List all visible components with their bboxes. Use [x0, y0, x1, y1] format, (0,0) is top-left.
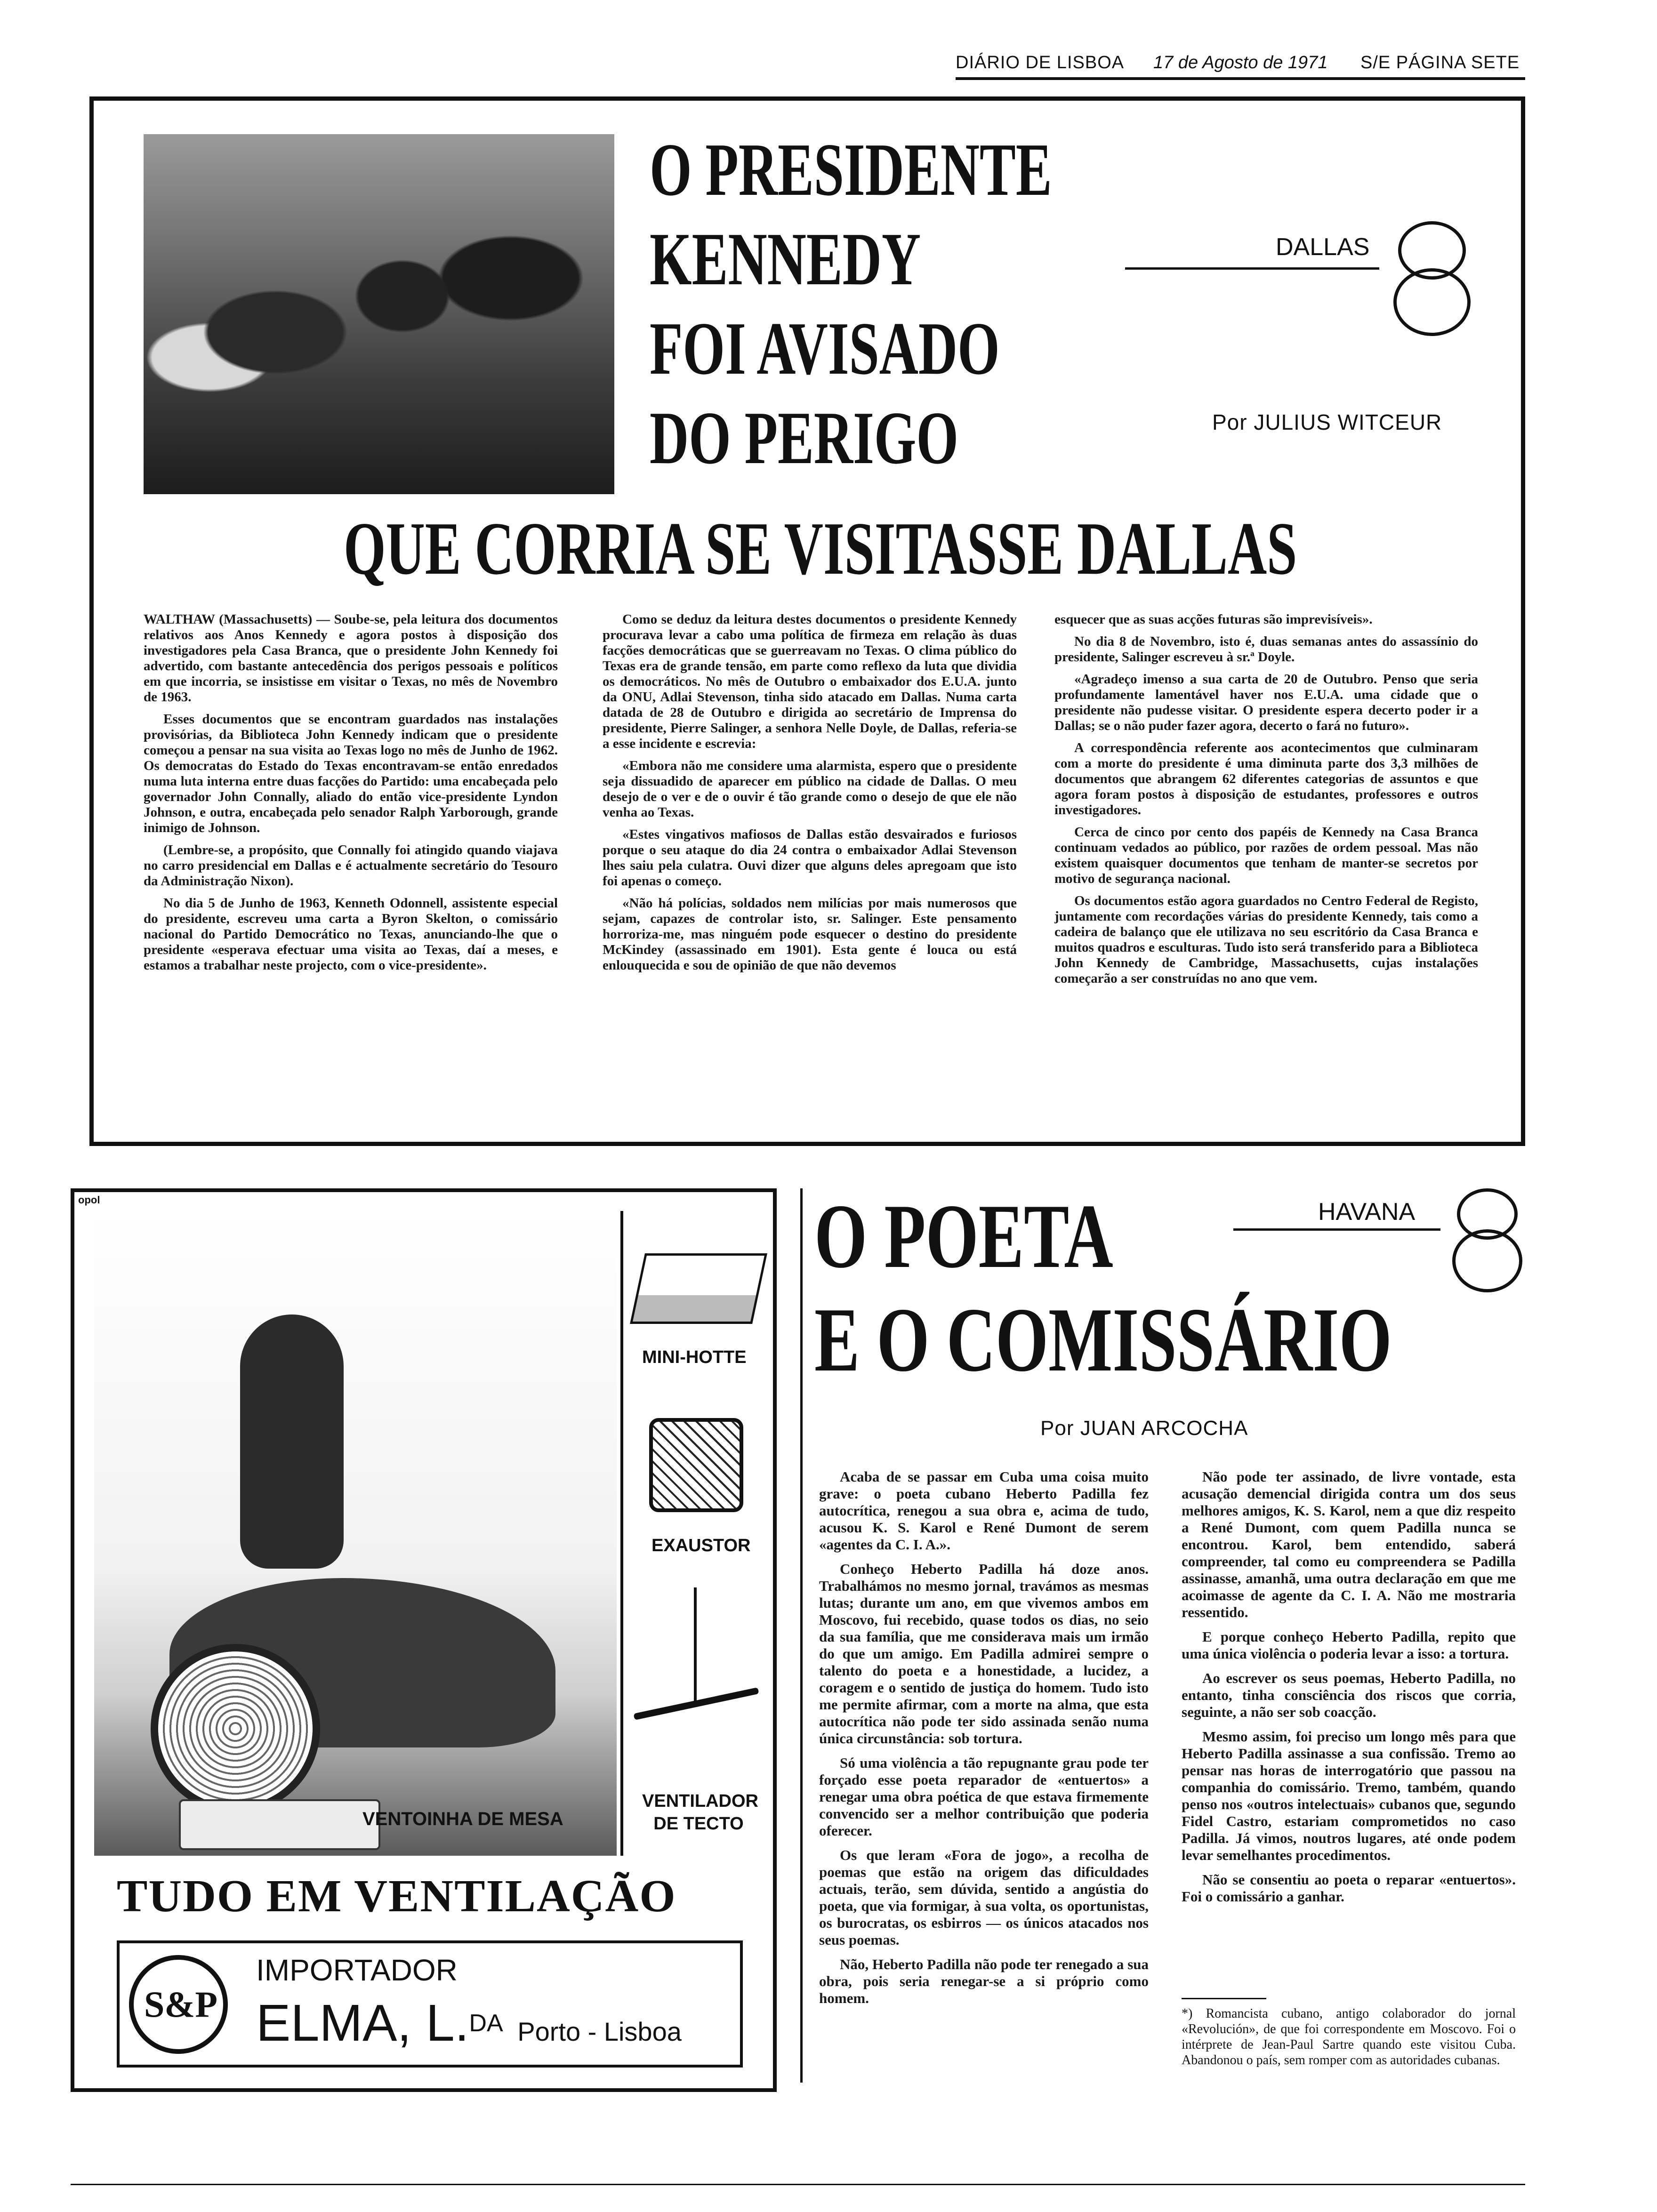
paragraph: Não se consentiu ao poeta o reparar «entuertos». Foi o comissário a ganhar. [1182, 1871, 1516, 1905]
headline-poeta-2: E O COMISSÁRIO [814, 1289, 1392, 1391]
section-label-havana: HAVANA [1318, 1198, 1416, 1226]
section-rule-havana [1233, 1228, 1440, 1231]
ad-photo [94, 1211, 617, 1856]
footnote-rule [1182, 1998, 1266, 1999]
importer-name [256, 1995, 682, 2060]
paragraph: No dia 5 de Junho de 1963, Kenneth Odonnell, assistente especial do presidente, escreveu uma carta a Byron Skelton, o comissário nacional do Partido Democrático no Texas, anunciando-lhe que o presidente «esperava efectuar uma visita ao Texas, daí a meses, e estamos a trabalhar neste projecto, com o vice-presidente». [144, 896, 558, 973]
article1-col3 [1054, 612, 1478, 993]
paragraph: Esses documentos que se encontram guardados nas instalações provisórias, da Biblioteca John Kennedy indicam que o presidente começou a pensar na sua visita ao Texas logo no mês de Junho de 1962. Os democratas do Estado do Texas encontravam-se então enredados numa luta interna entre duas facções do Partido: uma encabeçada pelo governador John Connally, aliado do então vice-presidente Lyndon Johnson, e outra, encabeçada pelo senador Ralph Yarborough, grande inimigo de Johnson. [144, 712, 558, 835]
headline-poeta-1: O POETA [814, 1186, 1113, 1287]
importer-city: Porto - Lisboa [517, 2017, 682, 2046]
headline-line: DO PERIGO [650, 396, 959, 480]
ad-corner-mark: opol [78, 1194, 100, 1206]
headline-tail: QUE CORRIA SE VISITASSE DALLAS [344, 506, 1297, 590]
paragraph: Mesmo assim, foi preciso um longo mês para que Heberto Padilla assinasse a sua confissão. Tremo ao pensar nas horas de interrogatório que passou na companhia do comissário. Tremo, também, quando penso nos «outros intelectuais» cubanos que, segundo Fidel Castro, estariam comprometidos no caso Padilla. Já vimos, noutros lugares, até onde podem levar semelhantes procedimentos. [1182, 1728, 1516, 1863]
importer-label: IMPORTADOR [256, 1953, 458, 1987]
headline-kennedy [650, 127, 1120, 504]
byline-arcocha: Por JUAN ARCOCHA [1040, 1417, 1248, 1440]
product-label-ceiling-fan: VENTILADOR DE TECTO [642, 1791, 758, 1834]
newspaper-name: DIÁRIO DE LISBOA [956, 53, 1125, 72]
ad-importer-box [117, 1940, 743, 2068]
paragraph: «Agradeço imenso a sua carta de 20 de Outubro. Penso que seria profundamente lamentável haver nos E.U.A. uma cidade que o presidente não pudesse visitar. O presidente espera decerto poder ir a Dallas; se o não puder fazer agora, decerto o fará no futuro». [1054, 672, 1478, 733]
paragraph: (Lembre-se, a propósito, que Connally foi atingido quando viajava no carro presidencial em Dallas e é actualmente secretário do Tesouro da Administração Nixon). [144, 842, 558, 889]
kennedy-photo [144, 134, 614, 494]
headline-line: KENNEDY [650, 217, 921, 301]
paragraph: Não pode ter assinado, de livre vontade, esta acusação demencial dirigida contra um dos seus melhores amigos, K. S. Karol, nem a que diz respeito a René Dumont, com quem Padilla nunca se encontrou. Karol, bem entendido, saberá compreender, tal como eu compreendera se Padilla assinasse, amanhã, uma outra declaração em que me acoimasse de agente da C. I. A. Não me mostraria ressentido. [1182, 1468, 1516, 1620]
paragraph: A correspondência referente aos acontecimentos que culminaram com a morte do presidente é uma diminuta parte dos 3,3 milhões de documentos que abrangem 62 diferentes categorias de assuntos e que agora foram postos à disposição de estudantes, professores e outros investigadores. [1054, 740, 1478, 817]
section-rule [1125, 267, 1379, 270]
importer-name-main: ELMA, L. [256, 1994, 469, 2052]
woman-figure [240, 1314, 344, 1569]
section-label-dallas: DALLAS [1276, 233, 1370, 261]
ad-box [71, 1188, 777, 2092]
series-logo-icon [1384, 216, 1478, 339]
headline-line: O PRESIDENTE [650, 128, 1052, 211]
paragraph: «Estes vingativos mafiosos de Dallas estão desvairados e furiosos porque o seu ataque do dia 24 contra o embaixador Adlai Stevenson lhes saiu pela culatra. Ouvi dizer que alguns deles apregoam que isto foi apenas o começo. [603, 827, 1017, 889]
page-header [956, 51, 1525, 79]
ad-products-column [620, 1211, 764, 1856]
paragraph: No dia 8 de Novembro, isto é, duas semanas antes do assassínio do presidente, Salinger escreveu à sr.ª Doyle. [1054, 634, 1478, 665]
hood-icon [630, 1253, 767, 1324]
series-logo-icon [1445, 1186, 1525, 1294]
article1-col1 [144, 612, 558, 980]
paragraph: Cerca de cinco por cento dos papéis de Kennedy na Casa Branca continuam vedados ao público, por razões de ordem pessoal. Mas não existem quaisquer documentos que tenham de manter-se secretos por motivo de segurança nacional. [1054, 825, 1478, 886]
product-label-mini-hotte: MINI-HOTTE [642, 1347, 747, 1367]
article2-col2 [1182, 1468, 1516, 1913]
paragraph: Não, Heberto Padilla não pode ter renegado a sua obra, pois seria renegar-se a si próprio como homem. [819, 1956, 1149, 2006]
article2-col1 [819, 1468, 1149, 2014]
fan-icon [151, 1644, 320, 1813]
byline-witceur: Por JULIUS WITCEUR [1212, 410, 1442, 434]
paragraph: «Embora não me considere uma alarmista, espero que o presidente seja dissuadido de aparecer em público na cidade de Dallas. O meu desejo de o ver e de o ouvir é tão grande como o desejo de que ele não venha ao Texas. [603, 758, 1017, 820]
paragraph: Só uma violência a tão repugnante grau pode ter forçado esse poeta reparador de «entuertos» a renegar uma obra poética de que estava firmemente convencido ser a melhor contribuição que poderia oferecer. [819, 1755, 1149, 1839]
exhaust-icon [649, 1418, 743, 1512]
product-label-exaustor: EXAUSTOR [652, 1536, 751, 1555]
paragraph: WALTHAW (Massachusetts) — Soube-se, pela leitura dos documentos relativos aos Anos Kennedy e agora postos à disposição dos investigadores pela Casa Branca, que o presidente John Kennedy foi advertido, com bastante antecedência dos perigos pessoais e políticos em que incorria, se insistisse em visitar o Texas, no mês de Novembro de 1963. [144, 612, 558, 705]
paragraph: Ao escrever os seus poemas, Heberto Padilla, no entanto, tinha consciência dos riscos que corria, seguinte, a não ser sob coacção. [1182, 1670, 1516, 1720]
article1-col2 [603, 612, 1017, 980]
ad-slogan: TUDO EM VENTILAÇÃO [117, 1871, 676, 1922]
importer-name-sup: DA [469, 2010, 503, 2037]
paragraph: Conheço Heberto Padilla há doze anos. Trabalhámos no mesmo jornal, travámos as mesmas lutas; durante um ano, em que vivemos ambos em Moscovo, fui recebido, quase todos os dias, no seio da sua família, que me considerava mais um irmão do que um amigo. Em Padilla admirei sempre o talento do poeta e a honestidade, a lucidez, a coragem e o sentido de justiça do homem. Tudo isto me permite afirmar, com a morte na alma, que esta autocrítica não pode ter sido assinada senão numa única circunstância: sob tortura. [819, 1561, 1149, 1747]
paragraph: Os que leram «Fora de jogo», a recolha de poemas que estão na origem das dificuldades actuais, terão, sem dúvida, sentido a angústia do poeta, que via formigar, à sua volta, os oportunistas, os burocratas, os esbirros — os únicos atacados nos seus poemas. [819, 1847, 1149, 1948]
sp-logo-text: S&P [144, 1984, 217, 2025]
paragraph: Como se deduz da leitura destes documentos o presidente Kennedy procurava levar a cabo uma política de firmeza em relação às duas facções democráticas que se guerreavam no Texas. O clima público do Texas era de grande tensão, em parte como reflexo da luta que dividia os democráticos. No mês de Outubro o embaixador dos E.U.A. junto da ONU, Adlai Stevenson, tinha sido atacado em Dallas. Numa carta datada de 28 de Outubro e dirigida ao secretário de Imprensa do presidente, Pierre Salinger, a senhora Nelle Doyle, de Dallas, referia-se a esse incidente e escrevia: [603, 612, 1017, 751]
issue-date: 17 de Agosto de 1971 [1153, 53, 1328, 72]
paragraph: esquecer que as suas acções futuras são imprevisíveis». [1054, 612, 1373, 627]
headline-line: FOI AVISADO [650, 306, 1000, 390]
product-label-table-fan: VENTOINHA DE MESA [362, 1809, 563, 1829]
page-number: S/E PÁGINA SETE [1360, 53, 1520, 72]
paragraph: E porque conheço Heberto Padilla, repito que uma única violência o poderia levar a isso: a tortura. [1182, 1628, 1516, 1662]
bottom-rule [71, 2184, 1525, 2185]
fan-base [179, 1799, 380, 1850]
paragraph: Os documentos estão agora guardados no Centro Federal de Registo, juntamente com recordações várias do presidente Kennedy, tais como a cadeira de balanço que ele utilizava no seu escritório da Casa Branca e muitos quadros e esculturas. Tudo isto será transferido para a Biblioteca John Kennedy de Cambridge, Massachusetts, cujas instalações começarão a ser construídas no ano que vem. [1054, 893, 1478, 986]
ceiling-fan-icon [694, 1587, 697, 1705]
header-rule [956, 77, 1525, 80]
article2-left-rule [800, 1188, 803, 2083]
sp-logo-icon [129, 1955, 228, 2054]
footnote: *) Romancista cubano, antigo colaborador do jornal «Revolución», de que foi correspondente em Moscovo. Foi o intérprete de Jean-Paul Sartre quando este visitou Cuba. Abandonou o país, sem romper com as autoridades cubanas. [1182, 2006, 1516, 2068]
paragraph: Acaba de se passar em Cuba uma coisa muito grave: o poeta cubano Heberto Padilla fez autocrítica, renegou a sua obra e, acima de tudo, acusou K. S. Karol e René Dumont de serem «agentes da C. I. A.». [819, 1468, 1149, 1553]
paragraph: «Não há polícias, soldados nem milícias por mais numerosos que sejam, capazes de controlar isto, sr. Salinger. Este pensamento horroriza-me, mas ninguém pode esquecer o destino do presidente McKindey (assassinado em 1901). Esta gente é louca ou está enlouquecida e sou de opinião de que não devemos [603, 896, 1017, 973]
